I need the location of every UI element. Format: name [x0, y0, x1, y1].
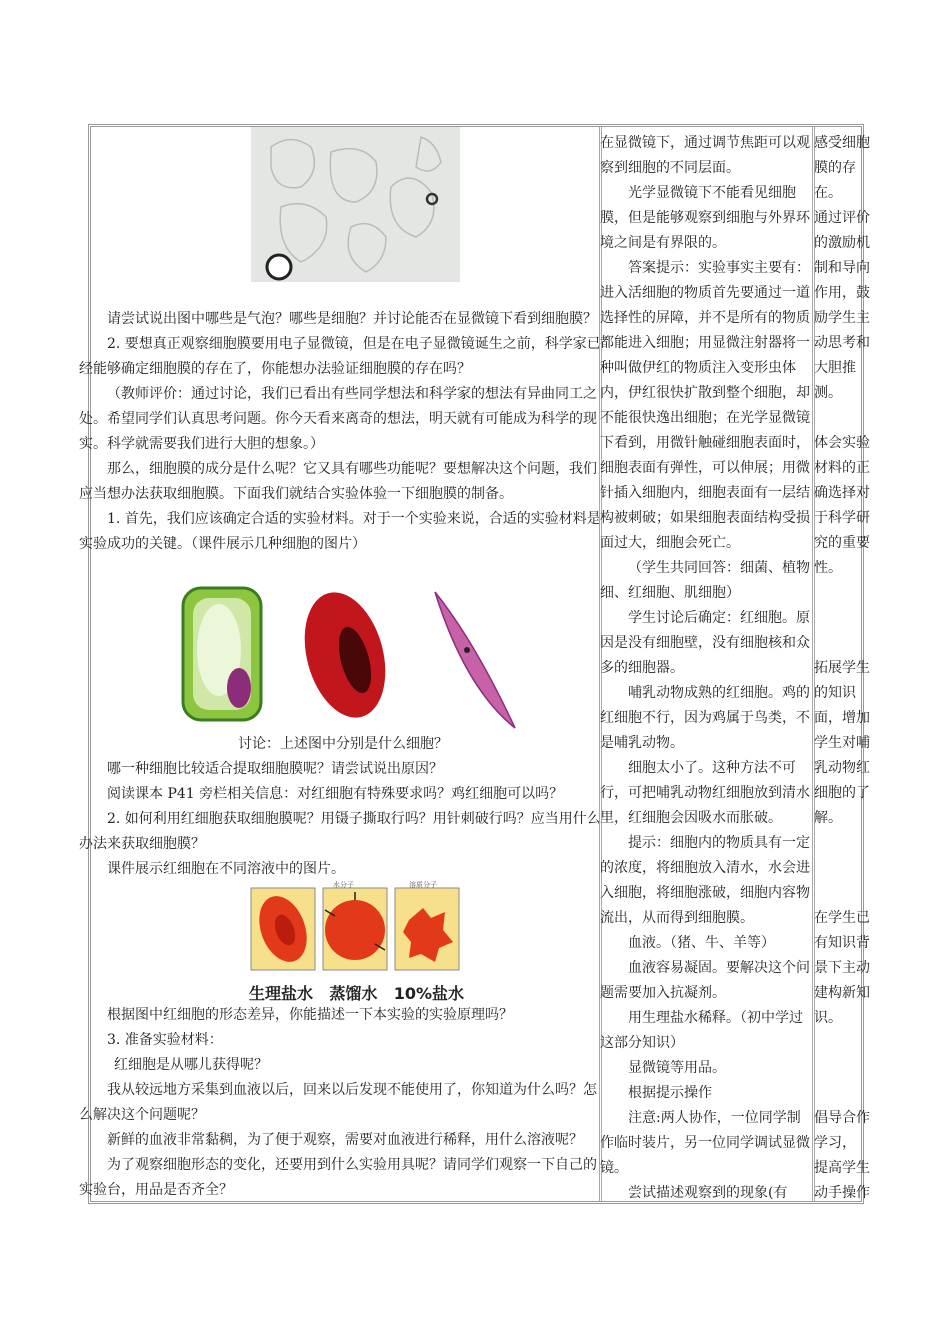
design-intent-column [812, 127, 870, 1201]
answer-14: 注意:两人协作，一位同学制作临时装片，另一位同学调试显微镜。 [600, 1110, 810, 1176]
note-5: 在学生已有知识背景下主动建构新知识。 [814, 910, 870, 1026]
answer-1: 在显微镜下，通过调节焦距可以观察到细胞的不同层面。 [600, 135, 810, 176]
paragraph-14: 为了观察细胞形态的变化，还要用到什么实验用具呢？请同学们观察一下自己的实验台，用品是否齐全？ [79, 1157, 597, 1198]
student-activity-column [599, 127, 812, 1201]
note-3: 体会实验材料的正确选择对于科学研究的重要性。 [814, 435, 870, 576]
answer-4: （学生共同回答：细菌、植物细、红细胞、肌细胞） [600, 560, 810, 601]
paragraph-3: 那么，细胞膜的成分是什么呢？它又具有哪些功能呢？要想解决这个问题，我们应当想办法获取细胞膜。下面我们就结合实验体验一下细胞膜的制备。 [79, 461, 597, 502]
paragraph-8: 课件展示红细胞在不同溶液中的图片。 [107, 861, 345, 877]
plant-cell-icon [183, 588, 261, 720]
answer-7: 细胞太小了。这种方法不可行，可把哺乳动物红细胞放到清水里，红细胞会因吸水而胀破。 [600, 760, 810, 826]
tag-water: 水分子 [333, 881, 354, 889]
paragraph-9: 根据图中红细胞的形态差异，你能描述一下本实验的实验原理吗？ [107, 1007, 513, 1023]
note-2: 通过评价的激励机制和导向作用，鼓励学生主动思考和大胆推测。 [814, 210, 870, 401]
caption-1: 讨论：上述图中分别是什么细胞？ [238, 736, 448, 752]
rbc-solutions-image [249, 880, 464, 1003]
tag-solute: 溶质分子 [409, 881, 437, 889]
answer-3: 答案提示：实验事实主要有：进入活细胞的物质首先要通过一道选择性的屏障，并不是所有的物质都能进入细胞；用显微注射器将一种叫做伊红的物质注入变形虫体内，伊红很快扩散到整个细胞，却不能很快逸出细胞；在光学显微镜下看到，用微针触碰细胞表面时，细胞表面有弹性，可以伸展；用微针插入细胞内，细胞表面有一层结构被刺破；如果细胞表面结构受损面过大，细胞会死亡。 [600, 260, 810, 551]
answer-9: 血液。（猪、牛、羊等） [628, 935, 775, 951]
note-7: 提高学生动手操作 [814, 1160, 870, 1201]
label-saline: 生理盐水 [249, 984, 314, 1003]
cell-types-image [177, 580, 517, 730]
teacher-activity-column [79, 127, 601, 1201]
answer-8: 提示：细胞内的物质具有一定的浓度，将细胞放入清水，水会进入细胞，将细胞涨破，细胞内容物流出，从而得到细胞膜。 [600, 835, 810, 926]
label-10pct-salt: 10%盐水 [393, 984, 464, 1003]
note-6: 倡导合作学习， [814, 1110, 870, 1151]
lesson-table [79, 124, 870, 1204]
paragraph-5: 哪一种细胞比较适合提取细胞膜呢？请尝试说出原因？ [107, 761, 443, 777]
answer-12: 显微镜等用品。 [628, 1060, 726, 1076]
question-1: 请尝试说出图中哪些是气泡？哪些是细胞？并讨论能否在显微镜下看到细胞膜？ [107, 311, 597, 327]
answer-13: 根据提示操作 [628, 1085, 712, 1101]
answer-5: 学生讨论后确定：红细胞。原因是没有细胞壁，没有细胞核和众多的细胞器。 [600, 610, 810, 676]
note-1: 感受细胞膜的存在。 [814, 135, 870, 201]
note-4: 拓展学生的知识面，增加学生对哺乳动物红细胞的了解。 [814, 660, 870, 826]
answer-6: 哺乳动物成熟的红细胞。鸡的红细胞不行，因为鸡属于鸟类，不是哺乳动物。 [600, 685, 810, 751]
microscope-photo [251, 127, 460, 282]
paragraph-11: 红细胞是从哪儿获得呢？ [114, 1057, 268, 1073]
paragraph-10: 3. 准备实验材料： [107, 1032, 223, 1048]
label-distilled-water: 蒸馏水 [329, 984, 378, 1003]
paragraph-13: 新鲜的血液非常黏稠，为了便于观察，需要对血液进行稀释，用什么溶液呢？ [107, 1132, 583, 1148]
paragraph-4: 1. 首先，我们应该确定合适的实验材料。对于一个实验来说，合适的实验材料是实验成功的关键。（课件展示几种细胞的图片） [79, 511, 601, 552]
answer-15: 尝试描述观察到的现象(有 [628, 1185, 788, 1201]
answer-2: 光学显微镜下不能看见细胞膜，但是能够观察到细胞与外界环境之间是有界限的。 [600, 185, 810, 251]
answer-10: 血液容易凝固。要解决这个问题需要加入抗凝剂。 [600, 960, 810, 1001]
paragraph-6: 阅读课本 P41 旁栏相关信息：对红细胞有特殊要求吗？鸡红细胞可以吗？ [107, 786, 564, 802]
red-blood-cell-icon [292, 583, 399, 726]
question-2: 2. 要想真正观察细胞膜要用电子显微镜，但是在电子显微镜诞生之前，科学家已经能够确定细胞膜的存在了，你能想办法验证细胞膜的存在吗？ [79, 336, 601, 377]
paragraph-7: 2. 如何利用红细胞获取细胞膜呢？用镊子撕取行吗？用针刺破行吗？应当用什么办法来获取细胞膜？ [79, 811, 601, 852]
teacher-evaluation: （教师评价：通过讨论，我们已看出有些同学想法和科学家的想法有异曲同工之处。希望同学们认真思考问题。你今天看来离奇的想法，明天就有可能成为科学的现实。科学就需要我们进行大胆的想象。） [79, 386, 597, 452]
muscle-cell-icon [435, 592, 515, 728]
answer-11: 用生理盐水稀释。（初中学过这部分知识） [600, 1010, 803, 1051]
paragraph-12: 我从较远地方采集到血液以后，回来以后发现不能使用了，你知道为什么吗？怎么解决这个问题呢？ [79, 1082, 597, 1123]
